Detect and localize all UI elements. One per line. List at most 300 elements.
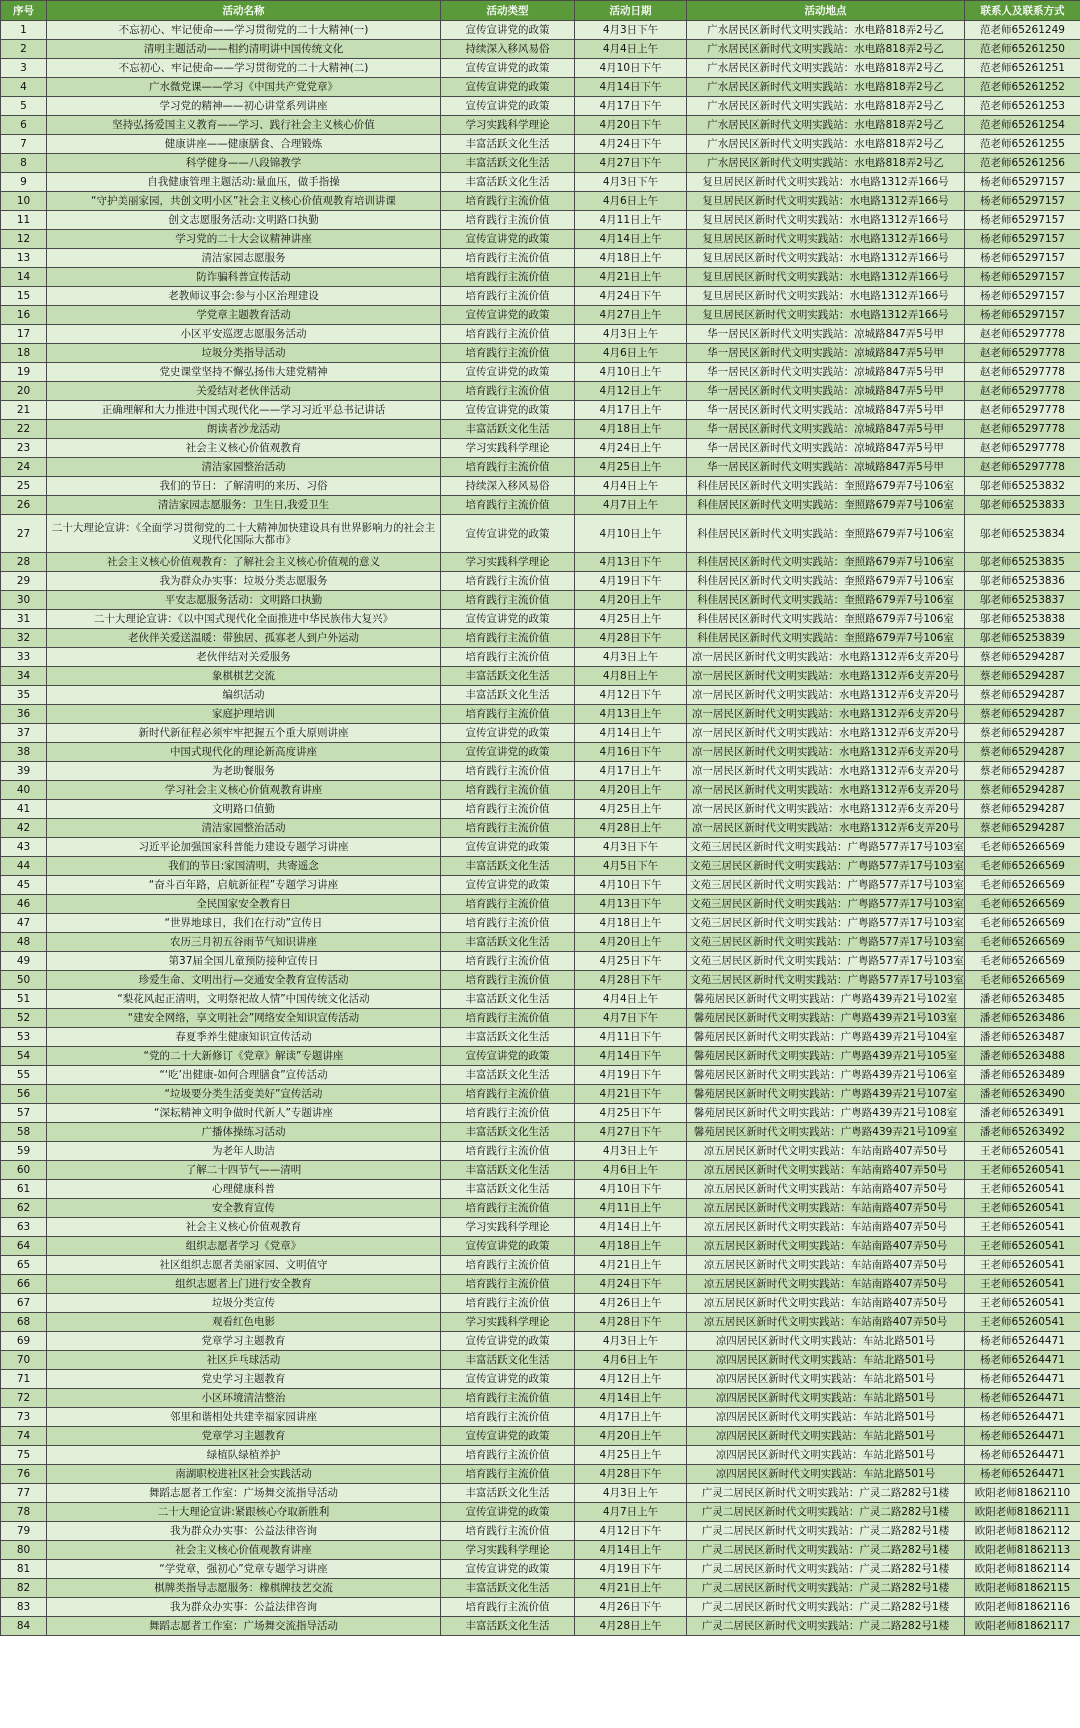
row-index: 44 (1, 857, 47, 876)
activity-date: 4月7日上午 (575, 1503, 687, 1522)
activity-date: 4月21日下午 (575, 1085, 687, 1104)
row-index: 23 (1, 439, 47, 458)
activity-date: 4月17日下午 (575, 97, 687, 116)
table-row (1, 629, 1080, 648)
row-index: 28 (1, 553, 47, 572)
table-row (1, 249, 1080, 268)
activity-location: 广灵二居民区新时代文明实践站：广灵二路282号1楼 (687, 1560, 965, 1579)
contact: 毛老师65266569 (965, 914, 1080, 933)
row-index: 7 (1, 135, 47, 154)
activity-location: 广灵二居民区新时代文明实践站：广灵二路282号1楼 (687, 1598, 965, 1617)
table-row (1, 306, 1080, 325)
row-index: 71 (1, 1370, 47, 1389)
activity-date: 4月14日上午 (575, 1389, 687, 1408)
table-row (1, 59, 1080, 78)
activity-type: 培育践行主流价值 (441, 249, 575, 268)
activity-name: 老伙伴结对关爱服务 (47, 648, 441, 667)
activity-name: 坚持弘扬爱国主义教育——学习、践行社会主义核心价值 (47, 116, 441, 135)
table-row (1, 1579, 1080, 1598)
activity-name: 不忘初心、牢记使命——学习贯彻党的二十大精神(一) (47, 21, 441, 40)
contact: 潘老师65263490 (965, 1085, 1080, 1104)
table-row (1, 1294, 1080, 1313)
table-row (1, 971, 1080, 990)
activity-name: 社会主义核心价值观教育 (47, 1218, 441, 1237)
activity-date: 4月26日下午 (575, 1598, 687, 1617)
activity-date: 4月20日上午 (575, 1427, 687, 1446)
contact: 毛老师65266569 (965, 971, 1080, 990)
row-index: 67 (1, 1294, 47, 1313)
activity-type: 宣传宣讲党的政策 (441, 363, 575, 382)
activity-name: 党章学习主题教育 (47, 1332, 441, 1351)
table-row (1, 1047, 1080, 1066)
row-index: 73 (1, 1408, 47, 1427)
row-index: 2 (1, 40, 47, 59)
activity-name: 我为群众办实事：公益法律咨询 (47, 1522, 441, 1541)
table-row (1, 40, 1080, 59)
contact: 潘老师65263487 (965, 1028, 1080, 1047)
activity-type: 培育践行主流价值 (441, 382, 575, 401)
activity-name: 二十大理论宣讲：《全面学习贯彻党的二十大精神加快建设具有世界影响力的社会主义现代化国际大都市》 (47, 515, 441, 553)
row-index: 82 (1, 1579, 47, 1598)
activity-location: 凉四居民区新时代文明实践站：车站北路501号 (687, 1389, 965, 1408)
table-row (1, 1617, 1080, 1636)
table-row (1, 933, 1080, 952)
activity-name: 我为群众办实事：公益法律咨询 (47, 1598, 441, 1617)
activity-type: 学习实践科学理论 (441, 1218, 575, 1237)
activity-name: 为老助餐服务 (47, 762, 441, 781)
table-row (1, 952, 1080, 971)
activity-location: 凉四居民区新时代文明实践站：车站北路501号 (687, 1465, 965, 1484)
activity-date: 4月24日上午 (575, 439, 687, 458)
row-index: 62 (1, 1199, 47, 1218)
activity-date: 4月19日下午 (575, 572, 687, 591)
contact: 邬老师65253838 (965, 610, 1080, 629)
activity-date: 4月10日下午 (575, 1180, 687, 1199)
row-index: 16 (1, 306, 47, 325)
contact: 杨老师65264471 (965, 1408, 1080, 1427)
activity-type: 丰富活跃文化生活 (441, 933, 575, 952)
table-row (1, 1275, 1080, 1294)
activity-name: 党史学习主题教育 (47, 1370, 441, 1389)
activity-location: 复旦居民区新时代文明实践站：水电路1312弄166号 (687, 287, 965, 306)
row-index: 6 (1, 116, 47, 135)
activity-name: 二十大理论宣讲:紧跟核心夺取新胜利 (47, 1503, 441, 1522)
table-row (1, 439, 1080, 458)
activity-type: 宣传宣讲党的政策 (441, 743, 575, 762)
table-row (1, 648, 1080, 667)
activity-name: 朗读者沙龙活动 (47, 420, 441, 439)
activity-location: 广水居民区新时代文明实践站：水电路818弄2号乙 (687, 116, 965, 135)
row-index: 54 (1, 1047, 47, 1066)
activity-name: 正确理解和大力推进中国式现代化——学习习近平总书记讲话 (47, 401, 441, 420)
activity-date: 4月19日下午 (575, 1066, 687, 1085)
row-index: 51 (1, 990, 47, 1009)
activity-type: 培育践行主流价值 (441, 496, 575, 515)
activity-type: 培育践行主流价值 (441, 458, 575, 477)
row-index: 27 (1, 515, 47, 553)
table-row (1, 1142, 1080, 1161)
table-row (1, 857, 1080, 876)
row-index: 33 (1, 648, 47, 667)
table-row (1, 401, 1080, 420)
activity-type: 丰富活跃文化生活 (441, 1617, 575, 1636)
table-row (1, 1465, 1080, 1484)
activity-location: 广水居民区新时代文明实践站：水电路818弄2号乙 (687, 135, 965, 154)
activity-location: 广灵二居民区新时代文明实践站：广灵二路282号1楼 (687, 1541, 965, 1560)
activity-type: 宣传宣讲党的政策 (441, 306, 575, 325)
activity-date: 4月27日下午 (575, 1123, 687, 1142)
activity-location: 凉四居民区新时代文明实践站：车站北路501号 (687, 1351, 965, 1370)
contact: 蔡老师65294287 (965, 800, 1080, 819)
activity-name: 棋牌类指导志愿服务：橡棋牌技艺交流 (47, 1579, 441, 1598)
row-index: 49 (1, 952, 47, 971)
row-index: 50 (1, 971, 47, 990)
header-activity-type: 活动类型 (441, 1, 575, 21)
activity-name: 组织志愿者上门进行安全教育 (47, 1275, 441, 1294)
contact: 邬老师65253837 (965, 591, 1080, 610)
contact: 蔡老师65294287 (965, 762, 1080, 781)
activity-type: 培育践行主流价值 (441, 1256, 575, 1275)
activity-name: 小区平安巡逻志愿服务活动 (47, 325, 441, 344)
row-index: 55 (1, 1066, 47, 1085)
contact: 范老师65261249 (965, 21, 1080, 40)
activity-location: 华一居民区新时代文明实践站：凉城路847弄5号甲 (687, 344, 965, 363)
contact: 邬老师65253834 (965, 515, 1080, 553)
contact: 杨老师65297157 (965, 230, 1080, 249)
activity-type: 持续深入移风易俗 (441, 477, 575, 496)
contact: 潘老师65263486 (965, 1009, 1080, 1028)
table-row (1, 1522, 1080, 1541)
contact: 欧阳老师81862116 (965, 1598, 1080, 1617)
activity-location: 复旦居民区新时代文明实践站：水电路1312弄166号 (687, 173, 965, 192)
activity-location: 馨苑居民区新时代文明实践站：广粤路439弄21号108室 (687, 1104, 965, 1123)
activity-name: 老教师议事会:参与小区治理建设 (47, 287, 441, 306)
activity-type: 丰富活跃文化生活 (441, 1484, 575, 1503)
table-row (1, 477, 1080, 496)
activity-type: 宣传宣讲党的政策 (441, 59, 575, 78)
activity-date: 4月6日上午 (575, 1161, 687, 1180)
activity-date: 4月10日下午 (575, 59, 687, 78)
activity-type: 培育践行主流价值 (441, 1446, 575, 1465)
activity-location: 馨苑居民区新时代文明实践站：广粤路439弄21号107室 (687, 1085, 965, 1104)
activity-type: 宣传宣讲党的政策 (441, 1237, 575, 1256)
contact: 范老师65261250 (965, 40, 1080, 59)
table-row (1, 1085, 1080, 1104)
activity-date: 4月14日上午 (575, 724, 687, 743)
activity-name: 我为群众办实事：垃圾分类志愿服务 (47, 572, 441, 591)
row-index: 18 (1, 344, 47, 363)
row-index: 22 (1, 420, 47, 439)
contact: 王老师65260541 (965, 1180, 1080, 1199)
contact: 杨老师65264471 (965, 1389, 1080, 1408)
contact: 杨老师65264471 (965, 1427, 1080, 1446)
row-index: 60 (1, 1161, 47, 1180)
activity-name: “‘吃’出健康-如何合理膳食”宣传活动 (47, 1066, 441, 1085)
contact: 范老师65261254 (965, 116, 1080, 135)
activity-date: 4月18日上午 (575, 249, 687, 268)
row-index: 38 (1, 743, 47, 762)
row-index: 61 (1, 1180, 47, 1199)
table-row (1, 553, 1080, 572)
activity-type: 培育践行主流价值 (441, 325, 575, 344)
activity-type: 培育践行主流价值 (441, 819, 575, 838)
activity-date: 4月17日上午 (575, 762, 687, 781)
table-row (1, 724, 1080, 743)
row-index: 57 (1, 1104, 47, 1123)
activity-location: 科佳居民区新时代文明实践站：奎照路679弄7号106室 (687, 515, 965, 553)
contact: 杨老师65297157 (965, 287, 1080, 306)
activity-date: 4月3日上午 (575, 648, 687, 667)
activity-type: 丰富活跃文化生活 (441, 990, 575, 1009)
activity-name: 我们的节日:家国清明，共寄遥念 (47, 857, 441, 876)
activity-date: 4月18日上午 (575, 1237, 687, 1256)
activity-location: 凉五居民区新时代文明实践站：车站南路407弄50号 (687, 1275, 965, 1294)
contact: 范老师65261256 (965, 154, 1080, 173)
activity-type: 宣传宣讲党的政策 (441, 401, 575, 420)
row-index: 29 (1, 572, 47, 591)
table-row (1, 1389, 1080, 1408)
activity-location: 广灵二居民区新时代文明实践站：广灵二路282号1楼 (687, 1484, 965, 1503)
activity-name: 广水微党课——学习《中国共产党党章》 (47, 78, 441, 97)
activity-location: 文苑三居民区新时代文明实践站：广粤路577弄17号103室 (687, 952, 965, 971)
row-index: 14 (1, 268, 47, 287)
activity-type: 丰富活跃文化生活 (441, 1579, 575, 1598)
row-index: 5 (1, 97, 47, 116)
activity-name: “深耘精神文明争做时代新人”专题讲座 (47, 1104, 441, 1123)
activity-date: 4月24日下午 (575, 1275, 687, 1294)
table-row (1, 78, 1080, 97)
activity-type: 培育践行主流价值 (441, 1142, 575, 1161)
activity-type: 培育践行主流价值 (441, 629, 575, 648)
table-row (1, 762, 1080, 781)
activity-type: 学习实践科学理论 (441, 439, 575, 458)
activity-type: 宣传宣讲党的政策 (441, 724, 575, 743)
activity-date: 4月14日下午 (575, 78, 687, 97)
table-row (1, 116, 1080, 135)
activity-location: 广水居民区新时代文明实践站：水电路818弄2号乙 (687, 78, 965, 97)
activity-name: 新时代新征程必须牢牢把握五个重大原则讲座 (47, 724, 441, 743)
table-row (1, 382, 1080, 401)
activity-location: 复旦居民区新时代文明实践站：水电路1312弄166号 (687, 211, 965, 230)
activity-location: 馨苑居民区新时代文明实践站：广粤路439弄21号109室 (687, 1123, 965, 1142)
contact: 王老师65260541 (965, 1142, 1080, 1161)
contact: 赵老师65297778 (965, 420, 1080, 439)
activity-type: 培育践行主流价值 (441, 762, 575, 781)
activity-date: 4月12日上午 (575, 1370, 687, 1389)
header-activity-location: 活动地点 (687, 1, 965, 21)
activity-type: 培育践行主流价值 (441, 971, 575, 990)
contact: 潘老师65263491 (965, 1104, 1080, 1123)
table-row (1, 1560, 1080, 1579)
activity-date: 4月20日上午 (575, 933, 687, 952)
activity-type: 培育践行主流价值 (441, 914, 575, 933)
row-index: 70 (1, 1351, 47, 1370)
table-row (1, 1332, 1080, 1351)
row-index: 30 (1, 591, 47, 610)
table-row (1, 97, 1080, 116)
row-index: 26 (1, 496, 47, 515)
activity-date: 4月3日上午 (575, 1484, 687, 1503)
activity-date: 4月10日下午 (575, 876, 687, 895)
contact: 杨老师65264471 (965, 1351, 1080, 1370)
table-row (1, 1541, 1080, 1560)
table-row (1, 876, 1080, 895)
row-index: 47 (1, 914, 47, 933)
contact: 王老师65260541 (965, 1237, 1080, 1256)
table-row (1, 135, 1080, 154)
header-contact: 联系人及联系方式 (965, 1, 1080, 21)
contact: 范老师65261253 (965, 97, 1080, 116)
table-row (1, 743, 1080, 762)
activity-date: 4月11日下午 (575, 1028, 687, 1047)
contact: 范老师65261252 (965, 78, 1080, 97)
activity-date: 4月7日上午 (575, 496, 687, 515)
activity-location: 凉四居民区新时代文明实践站：车站北路501号 (687, 1408, 965, 1427)
activity-name: “垃圾要分类生活变美好”宣传活动 (47, 1085, 441, 1104)
table-row (1, 990, 1080, 1009)
activity-location: 华一居民区新时代文明实践站：凉城路847弄5号甲 (687, 401, 965, 420)
row-index: 1 (1, 21, 47, 40)
activity-type: 宣传宣讲党的政策 (441, 876, 575, 895)
table-row (1, 914, 1080, 933)
table-row (1, 192, 1080, 211)
activity-date: 4月17日上午 (575, 1408, 687, 1427)
activity-name: 健康讲座——健康膳食、合理锻炼 (47, 135, 441, 154)
activity-name: 垃圾分类宣传 (47, 1294, 441, 1313)
activity-type: 培育践行主流价值 (441, 1598, 575, 1617)
activity-name: 为老年人助洁 (47, 1142, 441, 1161)
contact: 赵老师65297778 (965, 363, 1080, 382)
activity-type: 丰富活跃文化生活 (441, 1123, 575, 1142)
activity-type: 丰富活跃文化生活 (441, 667, 575, 686)
activity-type: 宣传宣讲党的政策 (441, 838, 575, 857)
row-index: 81 (1, 1560, 47, 1579)
activity-location: 复旦居民区新时代文明实践站：水电路1312弄166号 (687, 230, 965, 249)
activity-location: 凉五居民区新时代文明实践站：车站南路407弄50号 (687, 1142, 965, 1161)
activity-date: 4月20日下午 (575, 116, 687, 135)
row-index: 37 (1, 724, 47, 743)
row-index: 42 (1, 819, 47, 838)
row-index: 65 (1, 1256, 47, 1275)
activity-location: 复旦居民区新时代文明实践站：水电路1312弄166号 (687, 268, 965, 287)
contact: 王老师65260541 (965, 1294, 1080, 1313)
activity-location: 广灵二居民区新时代文明实践站：广灵二路282号1楼 (687, 1617, 965, 1636)
row-index: 3 (1, 59, 47, 78)
activity-date: 4月18日上午 (575, 914, 687, 933)
activity-location: 馨苑居民区新时代文明实践站：广粤路439弄21号103室 (687, 1009, 965, 1028)
activity-date: 4月11日上午 (575, 211, 687, 230)
activity-name: “奋斗百年路，启航新征程”专题学习讲座 (47, 876, 441, 895)
activity-date: 4月20日上午 (575, 781, 687, 800)
table-row (1, 173, 1080, 192)
activity-date: 4月11日上午 (575, 1199, 687, 1218)
contact: 范老师65261251 (965, 59, 1080, 78)
activity-location: 凉一居民区新时代文明实践站：水电路1312弄6支弄20号 (687, 705, 965, 724)
contact: 毛老师65266569 (965, 952, 1080, 971)
activity-location: 广水居民区新时代文明实践站：水电路818弄2号乙 (687, 40, 965, 59)
contact: 潘老师65263485 (965, 990, 1080, 1009)
activity-type: 培育践行主流价值 (441, 192, 575, 211)
activity-type: 培育践行主流价值 (441, 344, 575, 363)
activity-name: 邻里和谐相处共建幸福家园讲座 (47, 1408, 441, 1427)
activity-type: 丰富活跃文化生活 (441, 1066, 575, 1085)
contact: 蔡老师65294287 (965, 686, 1080, 705)
activity-location: 科佳居民区新时代文明实践站：奎照路679弄7号106室 (687, 477, 965, 496)
activity-date: 4月7日下午 (575, 1009, 687, 1028)
activity-name: 党章学习主题教育 (47, 1427, 441, 1446)
activity-type: 宣传宣讲党的政策 (441, 515, 575, 553)
row-index: 20 (1, 382, 47, 401)
contact: 杨老师65297157 (965, 306, 1080, 325)
activity-date: 4月3日上午 (575, 1142, 687, 1161)
activity-type: 宣传宣讲党的政策 (441, 1332, 575, 1351)
table-row (1, 515, 1080, 553)
activity-location: 凉四居民区新时代文明实践站：车站北路501号 (687, 1427, 965, 1446)
activity-location: 广水居民区新时代文明实践站：水电路818弄2号乙 (687, 21, 965, 40)
activity-type: 培育践行主流价值 (441, 781, 575, 800)
activity-date: 4月10日上午 (575, 363, 687, 382)
activity-location: 文苑三居民区新时代文明实践站：广粤路577弄17号103室 (687, 971, 965, 990)
activity-location: 科佳居民区新时代文明实践站：奎照路679弄7号106室 (687, 553, 965, 572)
activity-date: 4月24日下午 (575, 287, 687, 306)
row-index: 15 (1, 287, 47, 306)
activity-location: 广灵二居民区新时代文明实践站：广灵二路282号1楼 (687, 1579, 965, 1598)
activity-name: 中国式现代化的理论新高度讲座 (47, 743, 441, 762)
contact: 毛老师65266569 (965, 895, 1080, 914)
activity-location: 凉五居民区新时代文明实践站：车站南路407弄50号 (687, 1313, 965, 1332)
table-row (1, 819, 1080, 838)
activity-location: 文苑三居民区新时代文明实践站：广粤路577弄17号103室 (687, 895, 965, 914)
contact: 杨老师65264471 (965, 1370, 1080, 1389)
activity-location: 华一居民区新时代文明实践站：凉城路847弄5号甲 (687, 382, 965, 401)
activity-name: 创文志愿服务活动:文明路口执勤 (47, 211, 441, 230)
row-index: 66 (1, 1275, 47, 1294)
table-row (1, 1199, 1080, 1218)
contact: 毛老师65266569 (965, 876, 1080, 895)
activity-name: 农历三月初五谷雨节气知识讲座 (47, 933, 441, 952)
activity-type: 培育践行主流价值 (441, 648, 575, 667)
activity-location: 科佳居民区新时代文明实践站：奎照路679弄7号106室 (687, 496, 965, 515)
row-index: 10 (1, 192, 47, 211)
row-index: 72 (1, 1389, 47, 1408)
row-index: 13 (1, 249, 47, 268)
activity-type: 培育践行主流价值 (441, 1275, 575, 1294)
activity-name: 清明主题活动——相约清明讲中国传统文化 (47, 40, 441, 59)
activity-date: 4月27日下午 (575, 154, 687, 173)
activity-name: 我们的节日：了解清明的来历、习俗 (47, 477, 441, 496)
table-row (1, 268, 1080, 287)
table-row (1, 230, 1080, 249)
activity-name: 全民国家安全教育日 (47, 895, 441, 914)
activity-location: 复旦居民区新时代文明实践站：水电路1312弄166号 (687, 249, 965, 268)
activity-date: 4月17日上午 (575, 401, 687, 420)
activity-name: 平安志愿服务活动：文明路口执勤 (47, 591, 441, 610)
activity-date: 4月25日下午 (575, 952, 687, 971)
table-row (1, 1237, 1080, 1256)
contact: 邬老师65253833 (965, 496, 1080, 515)
activity-date: 4月13日下午 (575, 553, 687, 572)
row-index: 53 (1, 1028, 47, 1047)
activity-name: 心理健康科普 (47, 1180, 441, 1199)
activity-location: 广水居民区新时代文明实践站：水电路818弄2号乙 (687, 59, 965, 78)
table-row (1, 610, 1080, 629)
activity-date: 4月25日下午 (575, 1104, 687, 1123)
activity-date: 4月14日上午 (575, 1218, 687, 1237)
table-row (1, 838, 1080, 857)
row-index: 9 (1, 173, 47, 192)
activity-location: 凉一居民区新时代文明实践站：水电路1312弄6支弄20号 (687, 762, 965, 781)
table-row (1, 496, 1080, 515)
